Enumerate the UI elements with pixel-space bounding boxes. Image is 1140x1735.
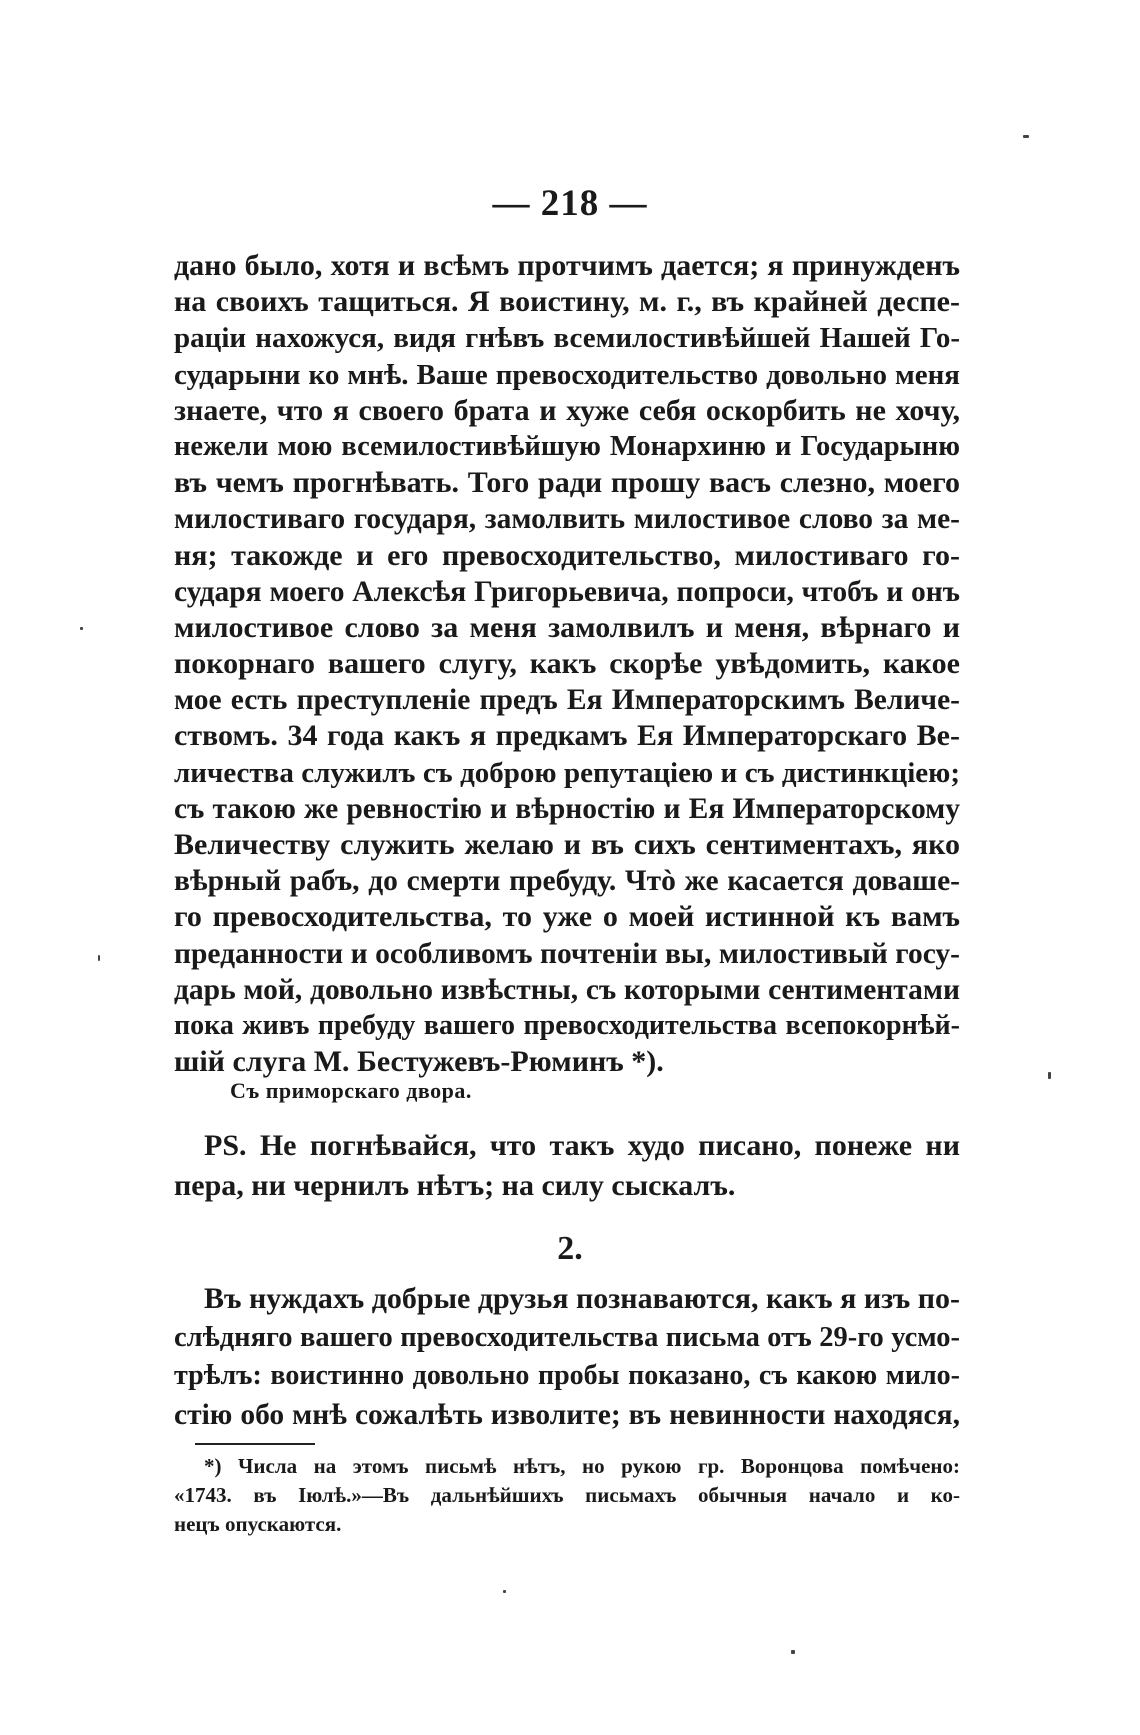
letter-body [174, 248, 960, 1080]
text-line: дарь мой, довольно извѣстны, съ которыми сентиментами [174, 973, 960, 1006]
text-line: преданности и особливомъ почтеніи вы, милостивый госу- [174, 937, 960, 970]
text-line: нежели мою всемилостивѣйшую Монархиню и Государыню [174, 430, 960, 462]
footnote [174, 1452, 960, 1539]
text-line: сударя моего Алексѣя Григорьевича, попроси, чтобъ и онъ [174, 575, 960, 608]
text-line: трѣлъ: воистинно довольно пробы показано, съ какою мило- [174, 1360, 960, 1391]
postscript [174, 1126, 960, 1206]
page-number: — 218 — [492, 183, 648, 224]
text-line: PS. Не погнѣвайся, что такъ худо писано, понеже ни [204, 1129, 960, 1162]
signature-place: Съ приморскаго двора. [230, 1078, 472, 1103]
text-line: Величеству служить желаю и въ сихъ сентиментахъ, яко [174, 828, 960, 861]
text-line: ствомъ. 34 года какъ я предкамъ Ея Императорскаго Ве- [174, 719, 960, 753]
text-line: съ такою же ревностію и вѣрностію и Ея Императорскому [174, 792, 960, 825]
text-line: го превосходительства, то уже о моей истинной къ вамъ [174, 900, 960, 934]
text-line: въ чемъ прогнѣвать. Того ради прошу васъ слезно, моего [174, 466, 960, 500]
text-line: пера, ни чернилъ нѣтъ; на силу сыскалъ. [174, 1169, 736, 1202]
text-line: ня; такожде и его превосходительство, милостиваго го- [174, 538, 960, 572]
text-line: покорнаго вашего слугу, какъ скорѣе увѣдомить, какое [174, 647, 960, 681]
footnote-line: *) Числа на этомъ письмѣ нѣтъ, но рукою гр. Воронцова помѣчено: [204, 1454, 960, 1478]
text-line: раціи нахожуся, видя гнѣвъ всемилостивѣйшей Нашей Го- [174, 322, 960, 355]
text-line: стію обо мнѣ сожалѣть изволите; въ невинности находяся, [174, 1398, 960, 1431]
text-line: мое есть преступленіе предъ Ея Императорскимъ Величе- [174, 684, 960, 717]
footnote-line: «1743. въ Іюлѣ.»—Въ дальнѣйшихъ письмахъ обычныя начало и ко- [174, 1483, 960, 1507]
text-line: знаете, что я своего брата и хуже себя оскорбить не хочу, [174, 393, 960, 427]
second-letter-body [174, 1280, 960, 1434]
scan-speck [503, 1590, 506, 1593]
scan-speck [791, 1650, 795, 1654]
footnote-divider [195, 1443, 315, 1445]
text-line: на своихъ тащиться. Я воистину, м. г., въ крайней деспе- [174, 285, 960, 319]
text-line: дано было, хотя и всѣмъ протчимъ дается; я принужденъ [174, 249, 960, 282]
text-line: милостиваго государя, замолвить милостивое слово за ме- [174, 503, 960, 536]
text-line: Въ нуждахъ добрые друзья познаваются, какъ я изъ по- [204, 1282, 960, 1315]
footnote-line: нецъ опускаются. [174, 1512, 342, 1536]
text-line: личества служилъ съ доброю репутаціею и съ дистинкціею; [174, 756, 960, 789]
scan-speck [80, 627, 83, 630]
text-line: пока живъ пребуду вашего превосходительства всепокорнѣй- [174, 1009, 960, 1041]
scan-speck [1048, 1072, 1051, 1079]
text-line: вѣрный рабъ, до смерти пребуду. Чтò же касается доваше- [174, 865, 960, 898]
text-line: сударыни ко мнѣ. Ваше превосходительство довольно меня [174, 358, 960, 391]
scan-speck [1023, 135, 1029, 138]
text-line: шій слуга М. Бестужевъ-Рюминъ *). [174, 1045, 664, 1079]
text-line: милостивое слово за меня замолвилъ и меня, вѣрнаго и [174, 610, 960, 644]
text-line: слѣдняго вашего превосходительства письма отъ 29-го усмо- [174, 1321, 960, 1353]
section-number: 2. [557, 1230, 583, 1267]
scan-speck [98, 955, 100, 961]
